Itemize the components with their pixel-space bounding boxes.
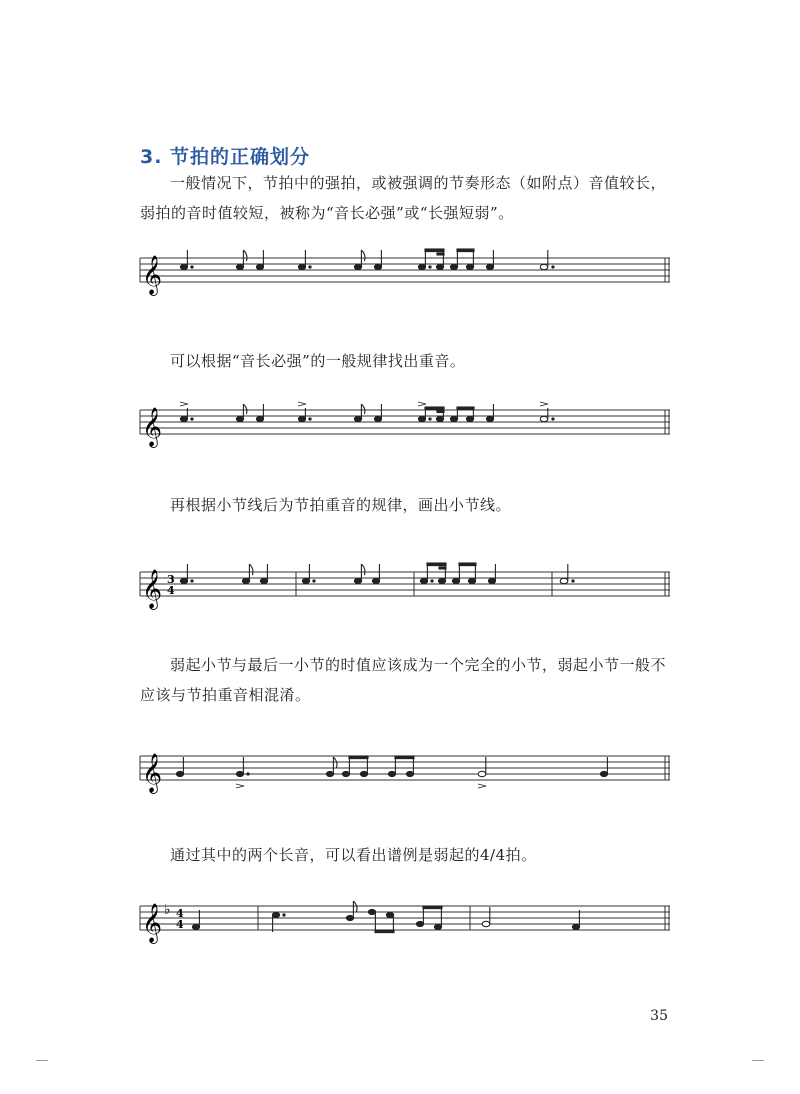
- music-example-2: [140, 398, 680, 458]
- paragraph-2: 可以根据“音长必强”的一般规律找出重音。: [170, 352, 466, 370]
- music-example-5: [140, 894, 680, 954]
- music-example-4: [140, 744, 680, 804]
- music-example-3: [140, 560, 680, 620]
- section-heading: 3. 节拍的正确划分: [140, 146, 311, 168]
- treble-clef-icon: 𝄞: [142, 255, 163, 295]
- page-number: 35: [650, 1008, 668, 1024]
- accent-icon: [298, 402, 306, 406]
- time-sig-top: 4: [176, 907, 184, 920]
- paragraph-5: 通过其中的两个长音，可以看出谱例是弱起的4/4拍。: [170, 846, 537, 864]
- crop-mark: [752, 1060, 764, 1061]
- treble-clef-icon: 𝄞: [142, 753, 163, 793]
- time-sig-bottom: 4: [176, 918, 184, 931]
- accent-icon: [478, 784, 486, 788]
- music-example-1: [140, 246, 680, 306]
- flat-icon: ♭: [164, 902, 171, 918]
- treble-clef-icon: 𝄞: [142, 407, 163, 447]
- accent-icon: [236, 784, 244, 788]
- time-sig-top: 3: [167, 573, 175, 586]
- paragraph-3: 再根据小节线后为节拍重音的规律，画出小节线。: [170, 496, 512, 514]
- accent-icon: [540, 402, 548, 406]
- crop-mark: [36, 1060, 48, 1061]
- treble-clef-icon: 𝄞: [142, 903, 163, 943]
- time-sig-bottom: 4: [167, 584, 175, 597]
- treble-clef-icon: 𝄞: [142, 569, 163, 609]
- accent-icon: [418, 402, 426, 406]
- paragraph-4: 弱起小节与最后一小节的时值应该成为一个完全的小节，弱起小节一般不应该与节拍重音相混淆。: [140, 656, 667, 704]
- paragraph-1: 一般情况下，节拍中的强拍，或被强调的节奏形态（如附点）音值较长，弱拍的音时值较短，被称为“音长必强”或“长强短弱”。: [140, 174, 667, 222]
- accent-icon: [180, 402, 188, 406]
